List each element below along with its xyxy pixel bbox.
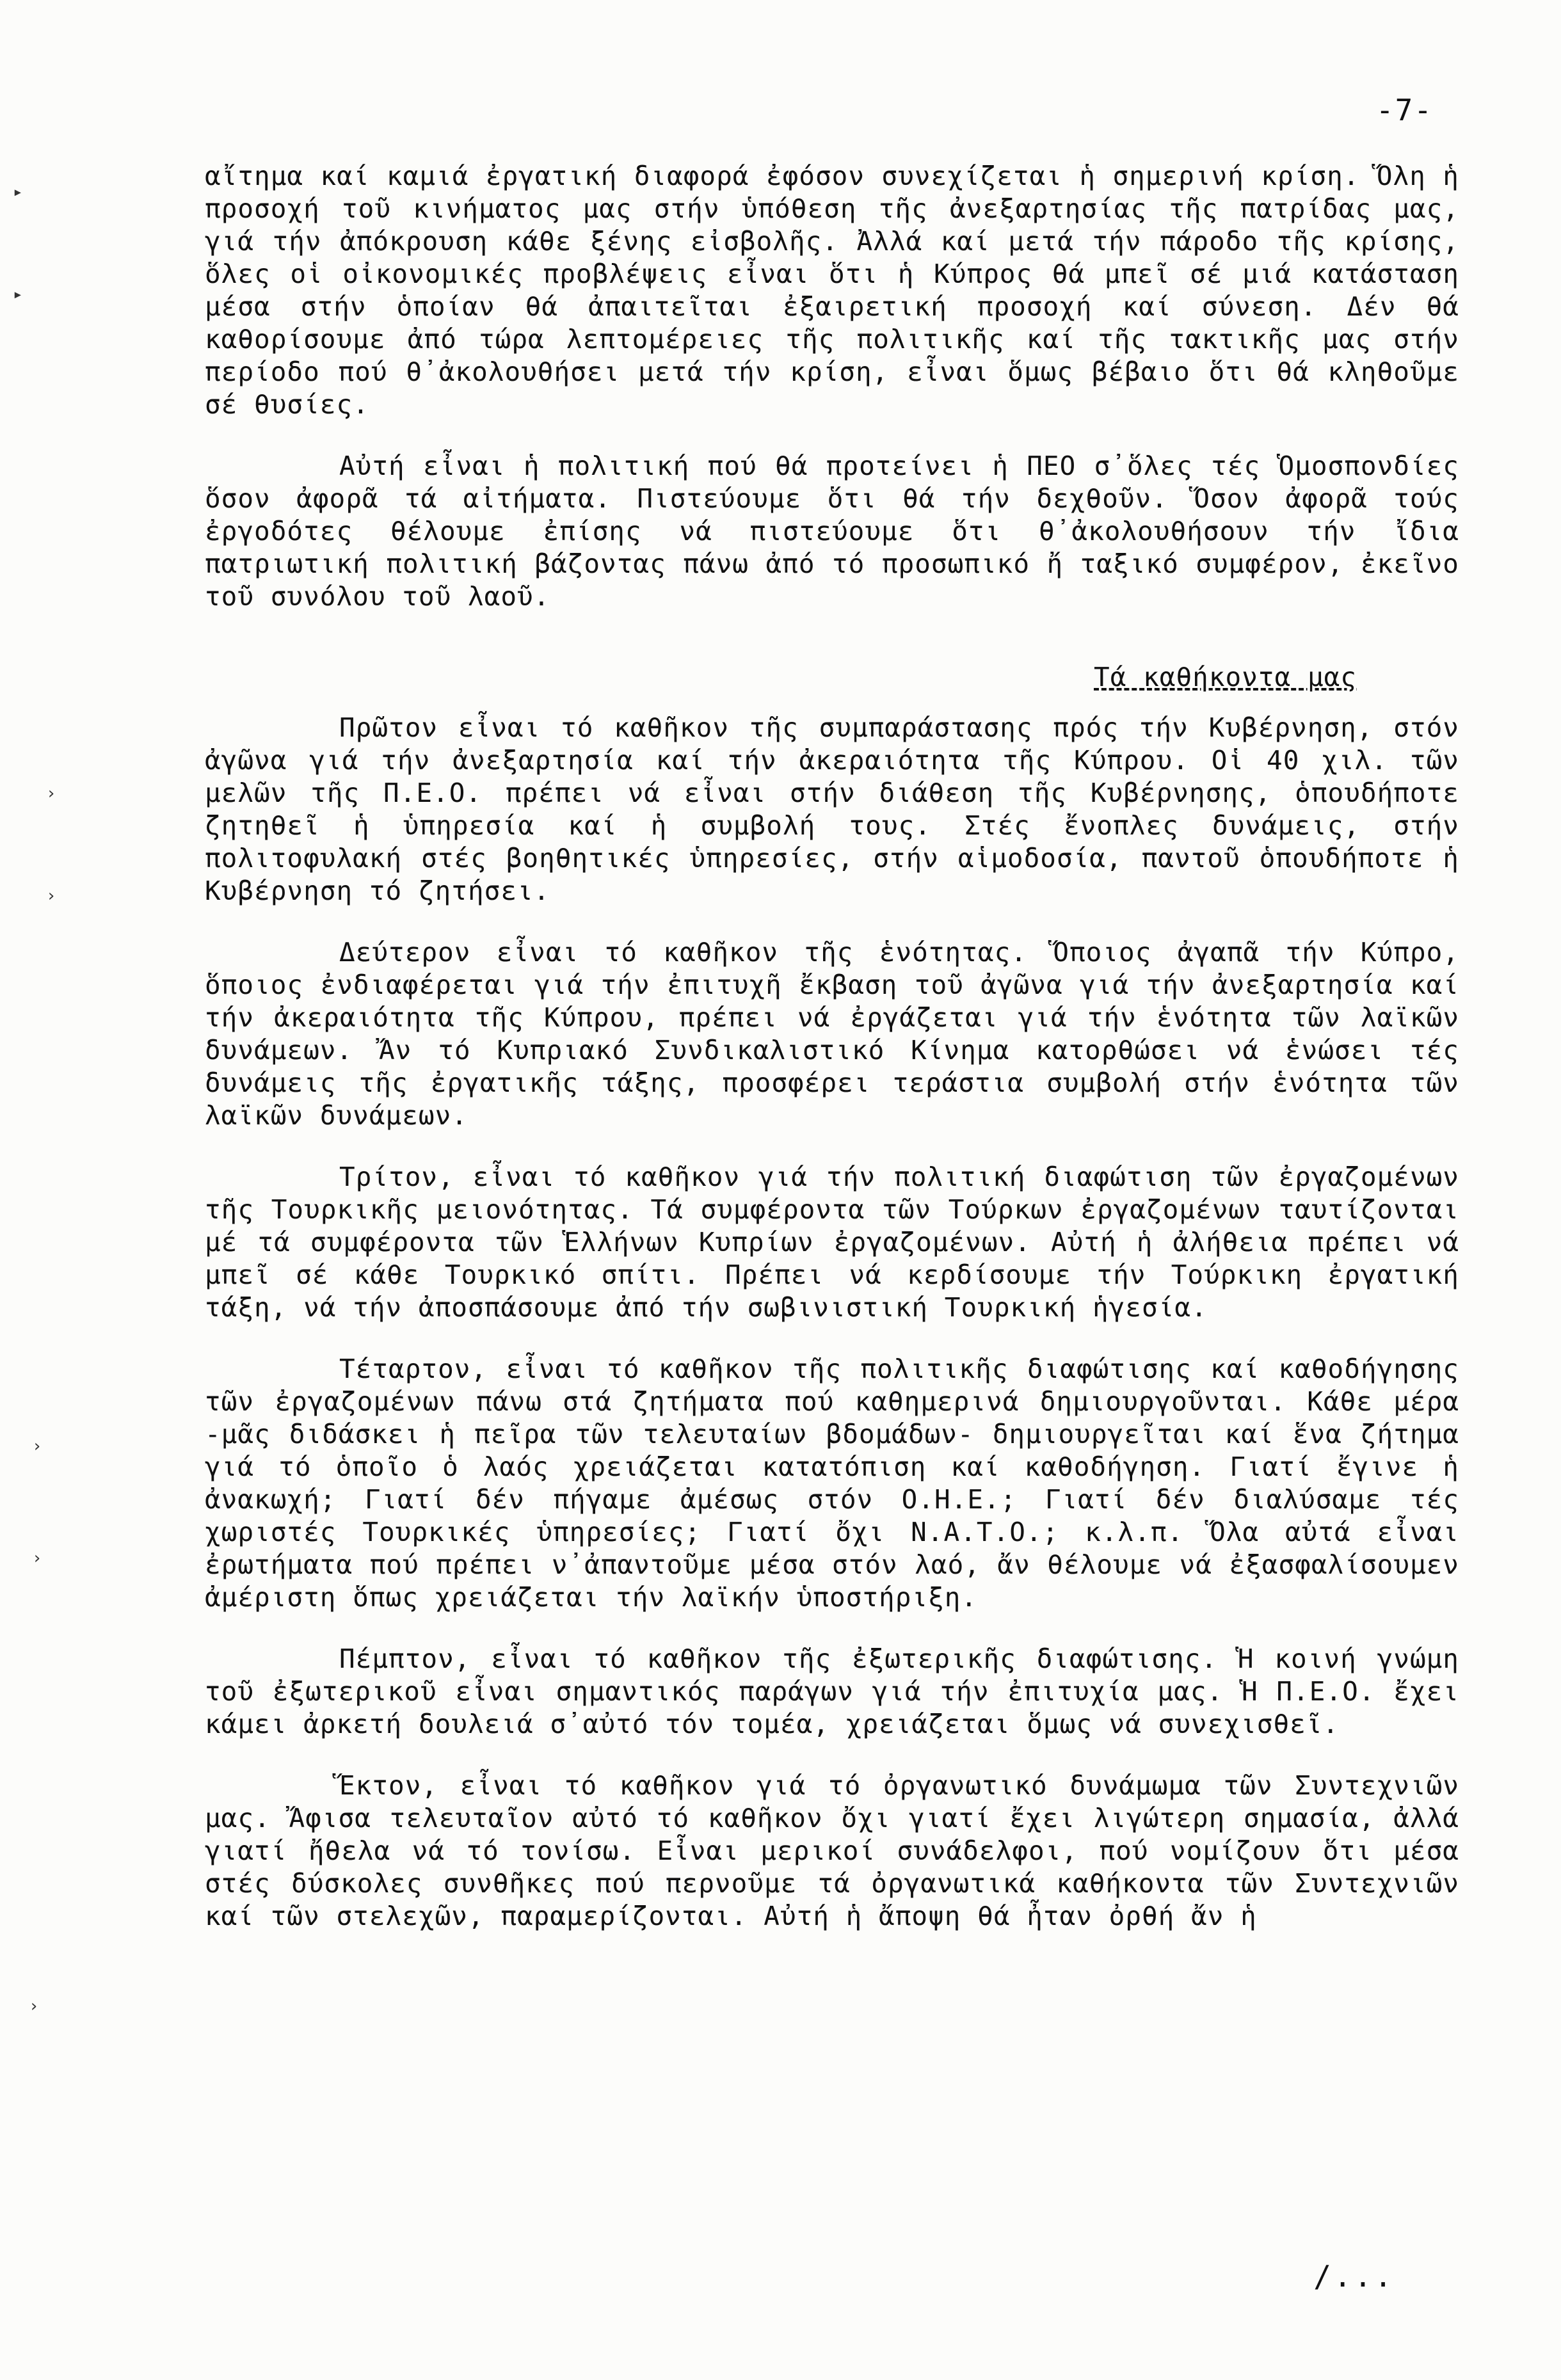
- document-body: [205, 160, 1459, 1961]
- paragraph-duty-third: Τρίτον, εἶναι τό καθῆκον γιά τήν πολιτική διαφώτιση τῶν ἐργαζομένων τῆς Τουρκικῆς μειονότητας. Τά συμφέροντα τῶν Τούρκων ἐργαζομένων ταυτίζονται μέ τά συμφέροντα τῶν Ἑλλήνων Κυπρίων ἐργαζομένων. Αὐτή ἡ ἀλήθεια πρέπει νά μπεῖ σέ κάθε Τουρκικό σπίτι. Πρέπει νά κερδίσουμε τήν Τούρκικη ἐργατική τάξη, νά τήν ἀποσπάσουμε ἀπό τήν σωβινιστική Τουρκική ἡγεσία.: [205, 1162, 1459, 1323]
- paragraph-peo-policy: Αὐτή εἶναι ἡ πολιτική πού θά προτείνει ἡ ΠΕΟ σ᾽ὅλες τές Ὁμοσπονδίες ὅσον ἀφορᾶ τά αἰτήματα. Πιστεύουμε ὅτι θά τήν δεχθοῦν. Ὅσον ἀφορᾶ τούς ἐργοδότες θέλουμε ἐπίσης νά πιστεύουμε ὅτι θ᾽ἀκολουθήσουν τήν ἴδια πατριωτική πολιτική βάζοντας πάνω ἀπό τό προσωπικό ἤ ταξικό συμφέρον, ἐκεῖνο τοῦ συνόλου τοῦ λαοῦ.: [205, 451, 1459, 612]
- section-heading: Τά καθήκοντα μας: [1094, 662, 1357, 692]
- paragraph-duty-first: Πρῶτον εἶναι τό καθῆκον τῆς συμπαράστασης πρός τήν Κυβέρνηση, στόν ἀγῶνα γιά τήν ἀνεξαρτησία καί τήν ἀκεραιότητα τῆς Κύπρου. Οἱ 40 χιλ. τῶν μελῶν τῆς Π.Ε.Ο. πρέπει νά εἶναι στήν διάθεση τῆς Κυβέρνησης, ὁπουδήποτε ζητηθεῖ ἡ ὑπηρεσία καί ἡ συμβολή τους. Στές ἔνοπλες δυνάμεις, στήν πολιτοφυλακή στές βοηθητικές ὑπηρεσίες, στήν αἱμοδοσία, παντοῦ ὁπουδήποτε ἡ Κυβέρνηση τό ζητήσει.: [205, 712, 1459, 906]
- margin-mark: ›: [29, 1997, 39, 2016]
- margin-mark: ›: [46, 784, 56, 803]
- margin-mark: ›: [32, 1437, 42, 1456]
- margin-mark: ▸: [13, 285, 23, 304]
- paragraph-duty-sixth: Ἕκτον, εἶναι τό καθῆκον γιά τό ὀργανωτικό δυνάμωμα τῶν Συντεχνιῶν μας. Ἄφισα τελευταῖον αὐτό τό καθῆκον ὄχι γιατί ἔχει λιγώτερη σημασία, ἀλλά γιατί ἤθελα νά τό τονίσω. Εἶναι μερικοί συνάδελφοι, πού νομίζουν ὅτι μέσα στές δύσκολες συνθῆκες πού περνοῦμε τά ὀργανωτικά καθήκοντα τῶν Συντεχνιῶν καί τῶν στελεχῶν, παραμερίζονται. Αὐτή ἡ ἄποψη θά ἦταν ὀρθή ἄν ἡ: [205, 1770, 1459, 1931]
- margin-mark: ›: [32, 1549, 42, 1568]
- paragraph-duty-fifth: Πέμπτον, εἶναι τό καθῆκον τῆς ἐξωτερικῆς διαφώτισης. Ἡ κοινή γνώμη τοῦ ἐξωτερικοῦ εἶναι σημαντικός παράγων γιά τήν ἐπιτυχία μας. Ἡ Π.Ε.Ο. ἔχει κάμει ἀρκετή δουλειά σ᾽αὐτό τόν τομέα, χρειάζεται ὅμως νά συνεχισθεῖ.: [205, 1643, 1459, 1739]
- paragraph-duty-second: Δεύτερον εἶναι τό καθῆκον τῆς ἑνότητας. Ὅποιος ἀγαπᾶ τήν Κύπρο, ὅποιος ἐνδιαφέρεται γιά τήν ἐπιτυχῆ ἔκβαση τοῦ ἀγῶνα γιά τήν ἀνεξαρτησία καί τήν ἀκεραιότητα τῆς Κύπρου, πρέπει νά ἐργάζεται γιά τήν ἑνότητα τῶν λαϊκῶν δυνάμεων. Ἄν τό Κυπριακό Συνδικαλιστικό Κίνημα κατορθώσει νά ἑνώσει τές δυνάμεις τῆς ἐργατικῆς τάξης, προσφέρει τεράστια συμβολή στήν ἑνότητα τῶν λαϊκῶν δυνάμεων.: [205, 937, 1459, 1131]
- continuation-mark: /...: [1313, 2259, 1395, 2294]
- margin-mark: ▸: [13, 182, 23, 202]
- margin-mark: ›: [46, 886, 56, 906]
- paragraph-duty-fourth: Τέταρτον, εἶναι τό καθῆκον τῆς πολιτικῆς διαφώτισης καί καθοδήγησης τῶν ἐργαζομένων πάνω στά ζητήματα πού καθημερινά δημιουργοῦνται. Κάθε μέρα -μᾶς διδάσκει ἡ πεῖρα τῶν τελευταίων βδομάδων- δημιουργεῖται καί ἕνα ζήτημα γιά τό ὁποῖο ὁ λαός χρειάζεται κατατόπιση καί καθοδήγηση. Γιατί ἔγινε ἡ ἀνακωχή; Γιατί δέν πήγαμε ἀμέσως στόν Ο.Η.Ε.; Γιατί δέν διαλύσαμε τές χωριστές Τουρκικές ὑπηρεσίες; Γιατί ὄχι Ν.Α.Τ.Ο.; κ.λ.π. Ὅλα αὐτά εἶναι ἐρωτήματα πού πρέπει ν᾽ἀπαντοῦμε μέσα στόν λαό, ἄν θέλουμε νά ἐξασφαλίσουμεν ἀμέριστη ὅπως χρειάζεται τήν λαϊκήν ὑποστήριξη.: [205, 1354, 1459, 1613]
- page-number: -7-: [1375, 93, 1433, 127]
- paragraph-intro: αἴτημα καί καμιά ἐργατική διαφορά ἐφόσον συνεχίζεται ἡ σημερινή κρίση. Ὅλη ἡ προσοχή τοῦ κινήματος μας στήν ὑπόθεση τῆς ἀνεξαρτησίας τῆς πατρίδας μας, γιά τήν ἀπόκρουση κάθε ξένης εἰσβολῆς. Ἀλλά καί μετά τήν πάροδο τῆς κρίσης, ὅλες οἱ οἰκονομικές προβλέψεις εἶναι ὅτι ἡ Κύπρος θά μπεῖ σέ μιά κατάσταση μέσα στήν ὁποίαν θά ἀπαιτεῖται ἐξαιρετική προσοχή καί σύνεση. Δέν θά καθορίσουμε ἀπό τώρα λεπτομέρειες τῆς πολιτικῆς καί τῆς τακτικῆς μας στήν περίοδο πού θ᾽ἀκολουθήσει μετά τήν κρίση, εἶναι ὅμως βέβαιο ὅτι θά κληθοῦμε σέ θυσίες.: [205, 161, 1459, 420]
